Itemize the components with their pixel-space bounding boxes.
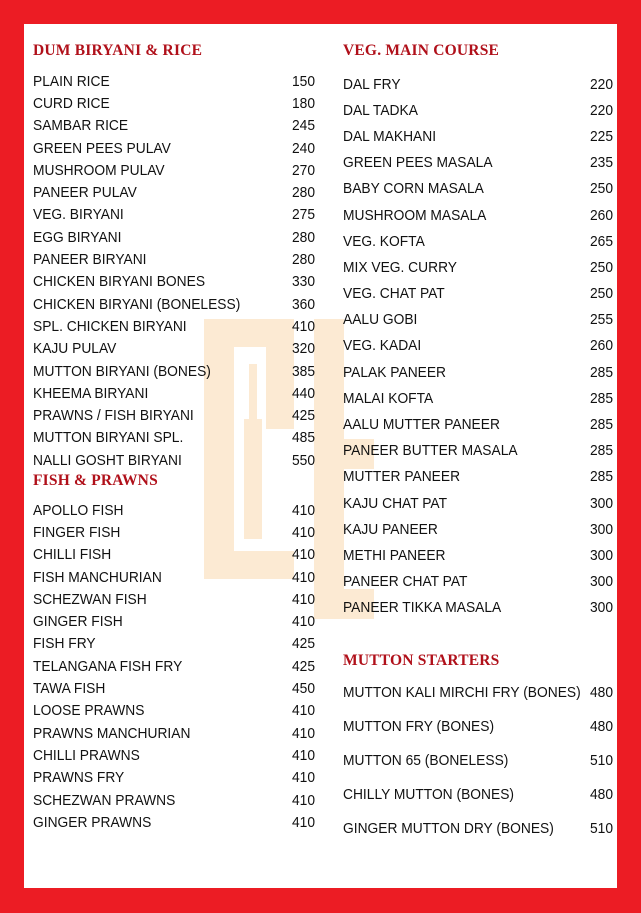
menu-item-name: PRAWNS FRY: [33, 769, 125, 787]
menu-item-price: 450: [291, 680, 316, 698]
menu-item-price: 260: [589, 337, 614, 355]
menu-item: [343, 464, 613, 490]
menu-item-price: 300: [589, 494, 614, 512]
menu-item-name: NALLI GOSHT BIRYANI: [33, 451, 182, 469]
menu-item: [33, 700, 315, 722]
menu-item-name: TELANGANA FISH FRY: [33, 657, 183, 675]
menu-page: [24, 24, 617, 888]
menu-item: [33, 610, 315, 632]
menu-item-name: PLAIN RICE: [33, 72, 110, 90]
menu-item-name: PANEER PULAV: [33, 184, 137, 202]
menu-item: [33, 181, 315, 203]
menu-item: [343, 97, 613, 123]
menu-item-price: 220: [589, 75, 614, 93]
mutton-starters-list: [343, 675, 613, 845]
menu-item-price: 235: [589, 154, 614, 172]
menu-item: [33, 338, 315, 360]
menu-item-price: 425: [291, 407, 316, 425]
menu-item: [343, 743, 613, 777]
menu-item-price: 410: [291, 769, 316, 787]
menu-item-name: FINGER FISH: [33, 523, 121, 541]
menu-item-name: CHICKEN BIRYANI (BONELESS): [33, 295, 241, 313]
dum-biryani-list: [33, 70, 315, 471]
menu-item-price: 285: [589, 363, 614, 381]
menu-item: [343, 254, 613, 280]
menu-item-name: GINGER FISH: [33, 613, 123, 631]
menu-item: [33, 677, 315, 699]
menu-item: [33, 499, 315, 521]
menu-item-price: 300: [589, 546, 614, 564]
menu-item-price: 225: [589, 127, 614, 145]
menu-item-name: MUTTON BIRYANI SPL.: [33, 429, 184, 447]
menu-item: [343, 777, 613, 811]
menu-item-name: APOLLO FISH: [33, 501, 124, 519]
menu-item-name: FISH FRY: [33, 635, 96, 653]
menu-item-price: 285: [589, 442, 614, 460]
menu-item-price: 410: [291, 813, 316, 831]
menu-item-name: EGG BIRYANI: [33, 228, 122, 246]
menu-item: [343, 811, 613, 845]
menu-item-name: CHICKEN BIRYANI BONES: [33, 273, 206, 291]
menu-item-name: VEG. CHAT PAT: [343, 285, 445, 303]
menu-item: [343, 516, 613, 542]
menu-item-name: VEG. KADAI: [343, 337, 422, 355]
menu-item-price: 410: [291, 702, 316, 720]
menu-item: [33, 70, 315, 92]
menu-item-name: PANEER BUTTER MASALA: [343, 442, 518, 460]
veg-main-list: [343, 71, 613, 621]
menu-item-name: SAMBAR RICE: [33, 117, 129, 135]
menu-item-name: KAJU CHAT PAT: [343, 494, 448, 512]
menu-item-name: MIX VEG. CURRY: [343, 258, 458, 276]
menu-item: [33, 137, 315, 159]
menu-item: [33, 92, 315, 114]
menu-item-name: PANEER BIRYANI: [33, 251, 147, 269]
menu-item-price: 410: [291, 590, 316, 608]
menu-item-name: MALAI KOFTA: [343, 389, 434, 407]
menu-item-name: GREEN PEES MASALA: [343, 154, 493, 172]
section-title-fish-prawns: FISH & PRAWNS: [33, 472, 158, 489]
menu-item: [33, 204, 315, 226]
menu-item-price: 300: [589, 599, 614, 617]
menu-item-price: 285: [589, 416, 614, 434]
menu-item-price: 425: [291, 635, 316, 653]
menu-item-name: DAL FRY: [343, 75, 401, 93]
menu-item-name: AALU GOBI: [343, 311, 418, 329]
menu-item: [343, 123, 613, 149]
menu-item: [33, 248, 315, 270]
menu-item-price: 480: [589, 785, 614, 803]
menu-item: [33, 315, 315, 337]
menu-item-name: LOOSE PRAWNS: [33, 702, 145, 720]
menu-item-name: MUSHROOM PULAV: [33, 161, 165, 179]
menu-item-price: 280: [291, 184, 316, 202]
menu-item-price: 285: [589, 389, 614, 407]
menu-item-price: 285: [589, 468, 614, 486]
menu-item: [33, 360, 315, 382]
menu-item-price: 250: [589, 180, 614, 198]
menu-item-price: 510: [589, 819, 614, 837]
menu-item-name: CHILLY MUTTON (BONES): [343, 785, 514, 803]
menu-item: [33, 115, 315, 137]
menu-item-price: 150: [291, 72, 316, 90]
menu-item-price: 245: [291, 117, 316, 135]
menu-item-name: PRAWNS MANCHURIAN: [33, 724, 191, 742]
menu-item: [33, 159, 315, 181]
menu-item-name: PANEER CHAT PAT: [343, 573, 468, 591]
menu-item-name: MUTTER PANEER: [343, 468, 461, 486]
menu-item: [33, 633, 315, 655]
menu-item-name: GINGER MUTTON DRY (BONES): [343, 819, 554, 837]
menu-item-name: SPL. CHICKEN BIRYANI: [33, 317, 187, 335]
menu-item: [343, 176, 613, 202]
menu-item: [33, 767, 315, 789]
menu-item-price: 410: [291, 501, 316, 519]
menu-item: [33, 226, 315, 248]
menu-item: [343, 675, 613, 709]
menu-item-price: 250: [589, 258, 614, 276]
menu-item: [33, 271, 315, 293]
menu-item: [343, 385, 613, 411]
menu-item-price: 300: [589, 520, 614, 538]
menu-item-name: VEG. KOFTA: [343, 232, 425, 250]
menu-item-price: 360: [291, 295, 316, 313]
menu-item-price: 260: [589, 206, 614, 224]
menu-item: [343, 411, 613, 437]
menu-item-name: MUTTON FRY (BONES): [343, 717, 495, 735]
menu-item-price: 220: [589, 101, 614, 119]
menu-item-name: PANEER TIKKA MASALA: [343, 599, 502, 617]
menu-item: [343, 228, 613, 254]
section-title-dum-biryani: DUM BIRYANI & RICE: [33, 42, 203, 59]
menu-item-price: 410: [291, 546, 316, 564]
menu-item: [33, 588, 315, 610]
menu-item: [33, 521, 315, 543]
menu-item-price: 385: [291, 362, 316, 380]
fish-prawns-list: [33, 499, 315, 833]
menu-item-price: 275: [291, 206, 316, 224]
menu-item-name: BABY CORN MASALA: [343, 180, 484, 198]
menu-item: [33, 655, 315, 677]
menu-item-name: GREEN PEES PULAV: [33, 139, 171, 157]
menu-item: [343, 307, 613, 333]
menu-item-name: VEG. BIRYANI: [33, 206, 124, 224]
menu-item-price: 255: [589, 311, 614, 329]
menu-item: [33, 293, 315, 315]
menu-item-price: 280: [291, 251, 316, 269]
menu-item-price: 410: [291, 791, 316, 809]
menu-item-price: 410: [291, 724, 316, 742]
menu-item: [33, 382, 315, 404]
menu-item: [343, 71, 613, 97]
menu-item-name: CHILLI FISH: [33, 546, 112, 564]
menu-item: [343, 359, 613, 385]
menu-item-price: 480: [589, 717, 614, 735]
menu-item-price: 320: [291, 340, 316, 358]
menu-item-price: 410: [291, 613, 316, 631]
menu-item-price: 550: [291, 451, 316, 469]
menu-item-price: 410: [291, 317, 316, 335]
menu-item-price: 410: [291, 568, 316, 586]
menu-item-price: 410: [291, 523, 316, 541]
menu-item: [343, 595, 613, 621]
menu-item: [33, 544, 315, 566]
menu-item-name: AALU MUTTER PANEER: [343, 416, 500, 434]
menu-item: [33, 811, 315, 833]
menu-item: [343, 542, 613, 568]
menu-item-price: 270: [291, 161, 316, 179]
menu-item-price: 485: [291, 429, 316, 447]
menu-item-name: SCHEZWAN FISH: [33, 590, 147, 608]
menu-item-name: METHI PANEER: [343, 546, 446, 564]
section-title-veg-main: VEG. MAIN COURSE: [343, 42, 500, 59]
section-title-mutton-starters: MUTTON STARTERS: [343, 652, 500, 669]
menu-item-name: MUTTON BIRYANI (BONES): [33, 362, 211, 380]
menu-item: [343, 709, 613, 743]
menu-item-price: 300: [589, 573, 614, 591]
menu-item: [33, 789, 315, 811]
menu-item-price: 180: [291, 94, 316, 112]
menu-item: [33, 404, 315, 426]
menu-item-name: KHEEMA BIRYANI: [33, 384, 149, 402]
menu-item-price: 240: [291, 139, 316, 157]
menu-item-name: DAL MAKHANI: [343, 127, 437, 145]
menu-item-price: 330: [291, 273, 316, 291]
menu-item-name: MUTTON KALI MIRCHI FRY (BONES): [343, 683, 581, 701]
menu-item-name: FISH MANCHURIAN: [33, 568, 162, 586]
menu-item-price: 480: [589, 683, 614, 701]
menu-item-name: MUTTON 65 (BONELESS): [343, 751, 509, 769]
menu-item-price: 440: [291, 384, 316, 402]
menu-item-price: 510: [589, 751, 614, 769]
menu-item: [343, 150, 613, 176]
menu-item-name: GINGER PRAWNS: [33, 813, 152, 831]
menu-item-name: TAWA FISH: [33, 680, 106, 698]
menu-item-price: 250: [589, 285, 614, 303]
menu-item-name: KAJU PANEER: [343, 520, 438, 538]
menu-item: [33, 427, 315, 449]
menu-item-name: PALAK PANEER: [343, 363, 447, 381]
menu-item: [33, 566, 315, 588]
menu-item-name: DAL TADKA: [343, 101, 418, 119]
menu-item-price: 425: [291, 657, 316, 675]
menu-item: [343, 202, 613, 228]
menu-item-name: MUSHROOM MASALA: [343, 206, 487, 224]
menu-item: [33, 744, 315, 766]
menu-item: [343, 438, 613, 464]
menu-item: [33, 722, 315, 744]
menu-item: [343, 281, 613, 307]
menu-item-price: 265: [589, 232, 614, 250]
menu-item: [343, 490, 613, 516]
menu-item-name: CURD RICE: [33, 94, 110, 112]
menu-item: [343, 569, 613, 595]
menu-item-name: SCHEZWAN PRAWNS: [33, 791, 176, 809]
menu-item: [33, 449, 315, 471]
menu-item-name: KAJU PULAV: [33, 340, 117, 358]
menu-item-price: 280: [291, 228, 316, 246]
menu-item-name: PRAWNS / FISH BIRYANI: [33, 407, 194, 425]
menu-item-price: 410: [291, 746, 316, 764]
menu-item: [343, 333, 613, 359]
menu-item-name: CHILLI PRAWNS: [33, 746, 140, 764]
